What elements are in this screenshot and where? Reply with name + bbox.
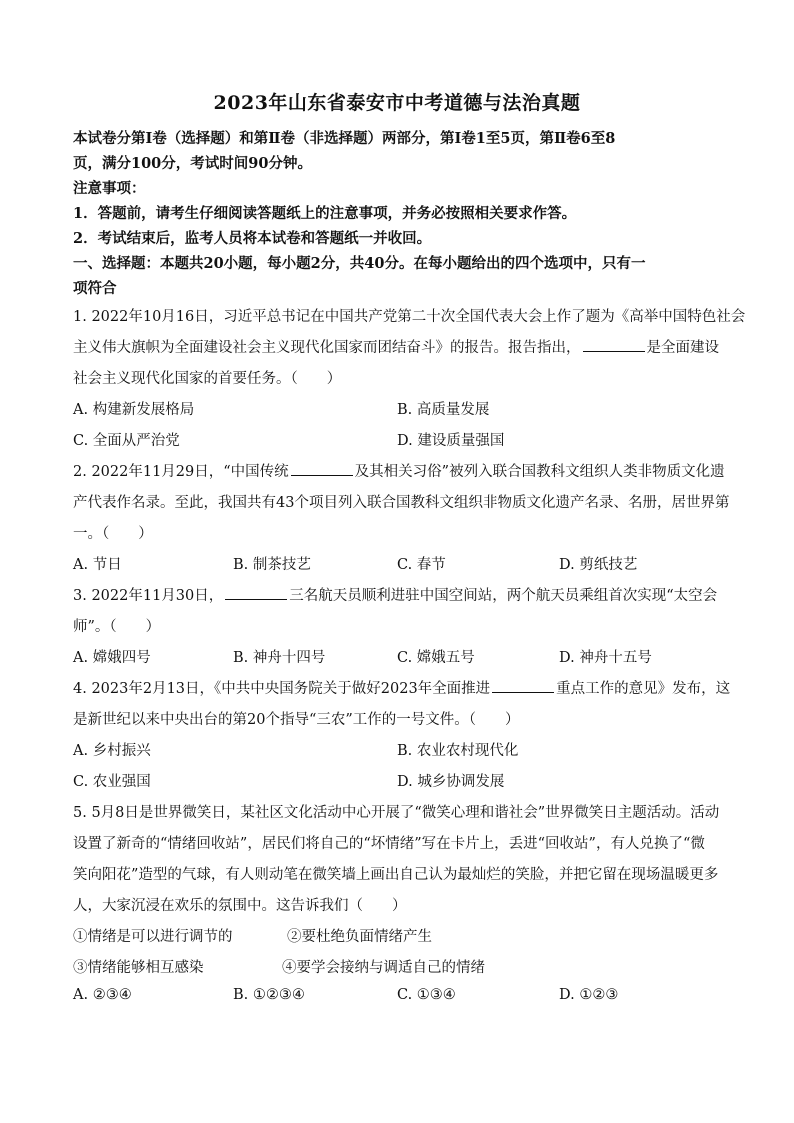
notice-item-2: 2．考试结束后，监考人员将本试卷和答题纸一并收回。 (73, 230, 432, 247)
question-1-option-a: A. 构建新发展格局 (73, 402, 195, 418)
question-1-text-b: 是全面建设 (646, 340, 719, 356)
question-1-option-b: B. 高质量发展 (397, 402, 490, 418)
question-1-line-2 (73, 336, 719, 357)
notice-heading: 注意事项： (73, 180, 146, 197)
question-5-statement-4: ④要学会接纳与调适自己的情绪 (282, 960, 485, 976)
question-2-option-c: C. 春节 (397, 557, 446, 573)
question-3-option-b: B. 神舟十四号 (233, 650, 326, 666)
question-1-option-d: D. 建设质量强国 (397, 433, 505, 449)
question-5-statement-3: ③情绪能够相互感染 (73, 960, 204, 976)
intro-line-2: 页，满分100分，考试时间90分钟。 (73, 155, 312, 172)
question-5-line-1: 5. 5月8日是世界微笑日，某社区文化活动中心开展了“微笑心理和谐社会”世界微笑日主题活动。活动 (73, 805, 720, 821)
answer-blank (492, 678, 554, 693)
question-1-text-a: 主义伟大旗帜为全面建设社会主义现代化国家而团结奋斗》的报告。报告指出， (73, 340, 581, 356)
question-4-text-b: 重点工作的意见》发布，这 (556, 681, 731, 697)
section-heading-line-2: 项符合 (73, 280, 117, 297)
intro-line-1: 本试卷分第Ⅰ卷（选择题）和第Ⅱ卷（非选择题）两部分，第Ⅰ卷1至5页，第Ⅱ卷6至8 (73, 130, 616, 147)
question-4-option-d: D. 城乡协调发展 (397, 774, 505, 790)
question-1-line-1: 1. 2022年10月16日，习近平总书记在中国共产党第二十次全国代表大会上作了题为《高举中国特色社会 (73, 309, 746, 325)
question-4-option-b: B. 农业农村现代化 (397, 743, 519, 759)
question-4-option-a: A. 乡村振兴 (73, 743, 151, 759)
question-5-line-3: 笑向阳花”造型的气球，有人则动笔在微笑墙上画出自己认为最灿烂的笑脸，并把它留在现场温暖更多 (73, 867, 719, 883)
question-2-line-1 (73, 460, 725, 481)
question-2-line-2: 产代表作名录。至此，我国共有43个项目列入联合国教科文组织非物质文化遗产名录、名册，居世界第 (73, 495, 730, 511)
question-2-text-b: 及其相关习俗”被列入联合国教科文组织人类非物质文化遗 (354, 464, 725, 480)
question-3-option-a: A. 嫦娥四号 (73, 650, 151, 666)
question-3-option-c: C. 嫦娥五号 (397, 650, 475, 666)
question-5-line-4: 人，大家沉浸在欢乐的氛围中。这告诉我们（ ） (73, 898, 407, 914)
question-1-option-c: C. 全面从严治党 (73, 433, 180, 449)
page-title: 2023年山东省泰安市中考道德与法治真题 (213, 92, 581, 114)
question-5-option-c: C. ①③④ (397, 987, 456, 1003)
question-3-option-d: D. 神舟十五号 (559, 650, 652, 666)
answer-blank (291, 461, 353, 476)
question-4-line-2: 是新世纪以来中央出台的第20个指导“三农”工作的一号文件。（ ） (73, 712, 520, 728)
question-5-option-d: D. ①②③ (559, 987, 619, 1003)
question-3-line-1 (73, 584, 717, 605)
question-3-line-2: 师”。（ ） (73, 619, 161, 635)
question-5-line-2: 设置了新奇的“情绪回收站”，居民们将自己的“坏情绪”写在卡片上，丢进“回收站”，有人兑换了“微 (73, 836, 705, 852)
question-4-line-1 (73, 677, 730, 698)
question-2-line-3: 一。（ ） (73, 526, 153, 542)
answer-blank (225, 585, 287, 600)
question-5-option-b: B. ①②③④ (233, 987, 305, 1003)
question-5-statement-2: ②要杜绝负面情绪产生 (287, 929, 432, 945)
question-1-line-3: 社会主义现代化国家的首要任务。（ ） (73, 371, 342, 387)
question-5-option-a: A. ②③④ (73, 987, 132, 1003)
question-2-option-a: A. 节日 (73, 557, 122, 573)
answer-blank (583, 337, 645, 352)
question-3-text-a: 3. 2022年11月30日， (73, 588, 224, 604)
section-heading-line-1: 一、选择题：本题共20小题，每小题2分，共40分。在每小题给出的四个选项中，只有一 (73, 255, 646, 272)
question-2-text-a: 2. 2022年11月29日，“中国传统 (73, 464, 289, 480)
question-2-option-d: D. 剪纸技艺 (559, 557, 638, 573)
question-3-text-b: 三名航天员顺利进驻中国空间站，两个航天员乘组首次实现“太空会 (289, 588, 718, 604)
question-5-statement-1: ①情绪是可以进行调节的 (73, 929, 233, 945)
notice-item-1: 1．答题前，请考生仔细阅读答题纸上的注意事项，并务必按照相关要求作答。 (73, 205, 577, 222)
question-4-option-c: C. 农业强国 (73, 774, 151, 790)
question-4-text-a: 4. 2023年2月13日，《中共中央国务院关于做好2023年全面推进 (73, 681, 491, 697)
question-2-option-b: B. 制茶技艺 (233, 557, 311, 573)
